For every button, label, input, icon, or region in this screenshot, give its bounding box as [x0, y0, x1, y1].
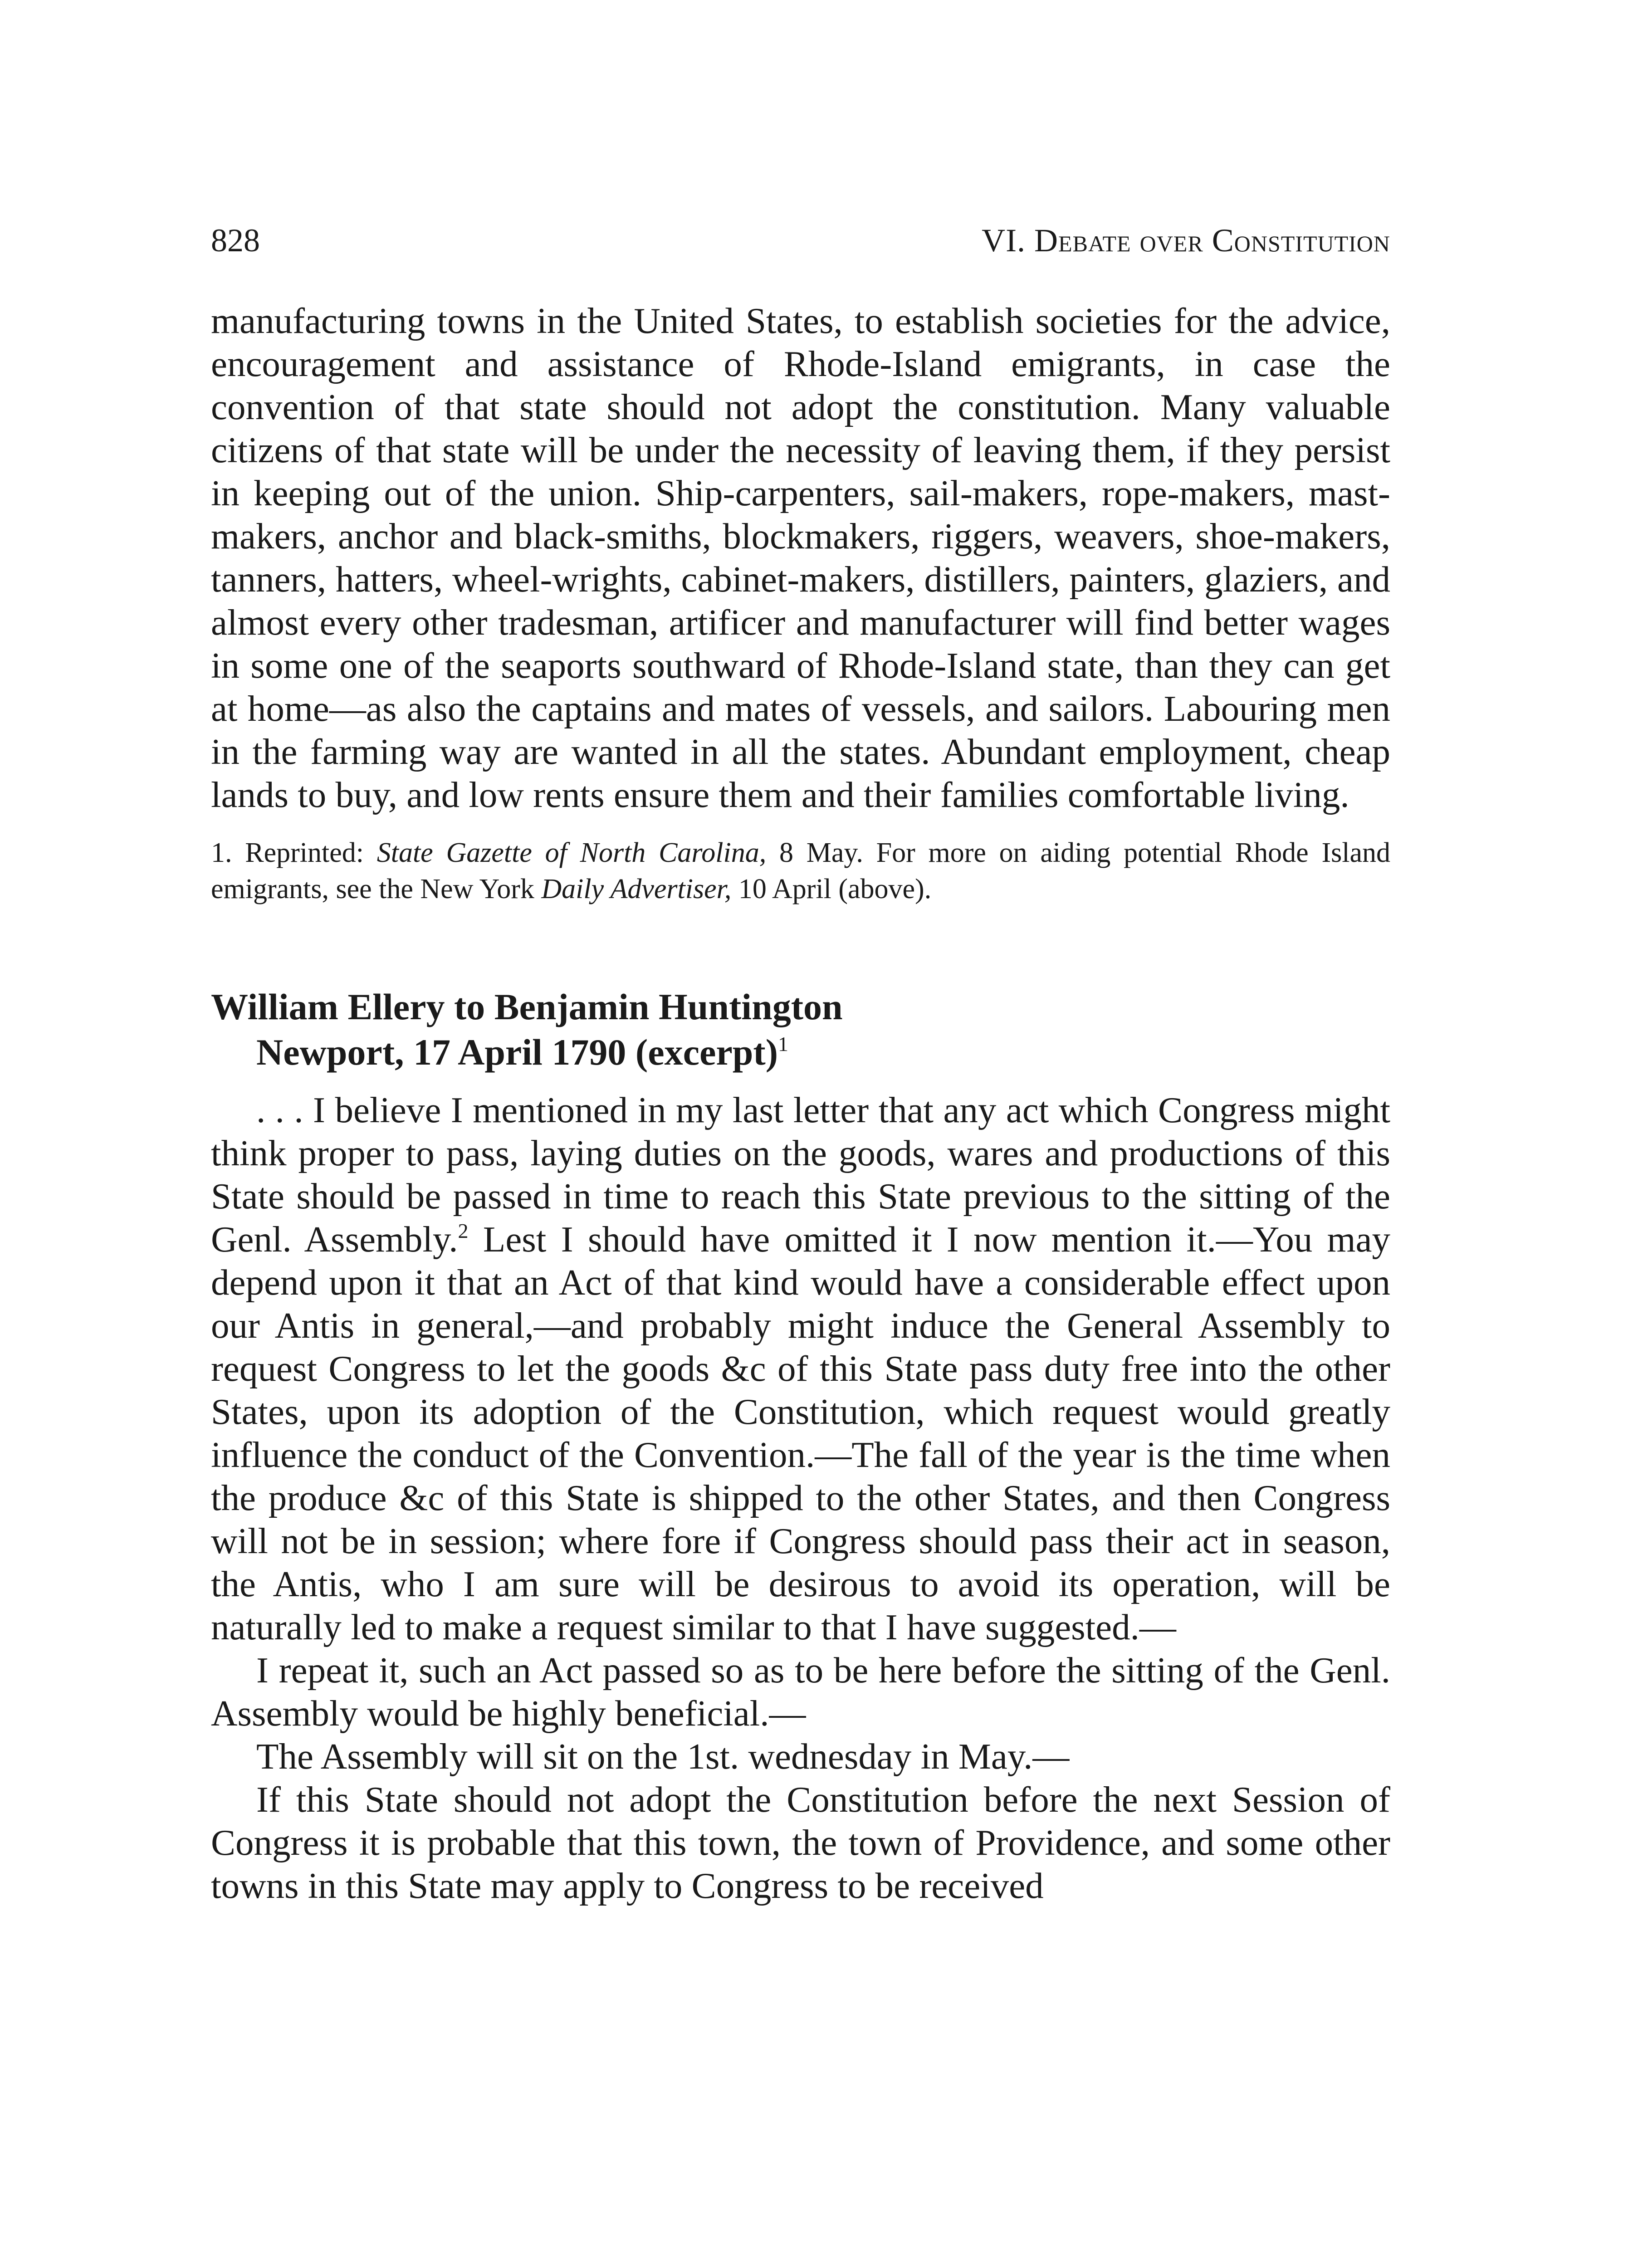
footnote-source-title: State Gazette of North Carolina,	[376, 837, 767, 868]
letter-paragraph: If this State should not adopt the Constitution before the next Session of Congress it is probable that this town, the town of Providence, and some other towns in this State may apply to Congress to be received	[211, 1779, 1390, 1906]
letter-heading	[211, 984, 1390, 1075]
footnote-1	[211, 835, 1390, 907]
footnote-reference: 2	[458, 1219, 469, 1242]
section-title: VI. Debate over Constitution	[982, 222, 1390, 259]
body-paragraph: manufacturing towns in the United States, to establish societies for the advice, encouragement and assistance of Rhode-Island emigrants, in case the convention of that state should not adopt the constitution. Many valuable citizens of that state will be under the necessity of leaving them, if they persist in keeping out of the union. Ship-carpenters, sail-makers, rope-makers, mast-makers, anchor and black-smiths, blockmakers, riggers, weavers, shoe-makers, tanners, hatters, wheel-wrights, cabinet-makers, distillers, painters, glaziers, and almost every other tradesman, artificer and manufacturer will find better wages in some one of the seaports southward of Rhode-Island state, than they can get at home—as also the captains and mates of vessels, and sailors. Labouring men in the farming way are wanted in all the states. Abundant employment, cheap lands to buy, and low rents ensure them and their families comfortable living.	[211, 300, 1390, 815]
footnote-reference: 1	[778, 1032, 789, 1056]
letter-heading-place-date: Newport, 17 April 1790 (excerpt)	[256, 1031, 778, 1073]
letter-heading-title: William Ellery to Benjamin Huntington	[211, 986, 843, 1027]
letter-paragraph: I repeat it, such an Act passed so as to be here before the sitting of the Genl. Assembly would be highly beneficial.—	[211, 1650, 1390, 1734]
footnote-text: 10 April (above).	[731, 874, 932, 904]
letter-text: Lest I should have omitted it I now mention it.—You may depend upon it that an Act of that kind would have a considerable effect upon our Antis in general,—and probably might induce the General Assembly to request Congress to let the goods &c of this State pass duty free into the other States, upon its adoption of the Constitution, which request would greatly influence the conduct of the Convention.—The fall of the year is the time when the produce &c of this State is shipped to the other States, and then Congress will not be in session; where fore if Congress should pass their act in season, the Antis, who I am sure will be desirous to avoid its operation, will be naturally led to make a request similar to that I have suggested.—	[211, 1219, 1390, 1647]
page	[211, 218, 1390, 1907]
letter-paragraph	[211, 1089, 1390, 1649]
footnote-text: Reprinted:	[232, 837, 377, 868]
page-number: 828	[211, 222, 260, 259]
letter-heading-dateline	[211, 1030, 1390, 1075]
footnote-text: 8 May. For more on aiding potential Rhode Island emigrants, see the New York	[211, 837, 1390, 904]
footnote-number: 1.	[211, 837, 232, 868]
letter-text: . . . I believe I mentioned in my last letter that any act which Congress might think proper to pass, laying duties on the goods, wares and productions of this State should be passed in time to reach this State previous to the sitting of the Genl. Assembly.	[211, 1090, 1390, 1260]
footnote-source-title: Daily Advertiser,	[541, 874, 732, 904]
running-head	[211, 218, 1390, 263]
letter-paragraph: The Assembly will sit on the 1st. wednesday in May.—	[256, 1736, 1070, 1777]
